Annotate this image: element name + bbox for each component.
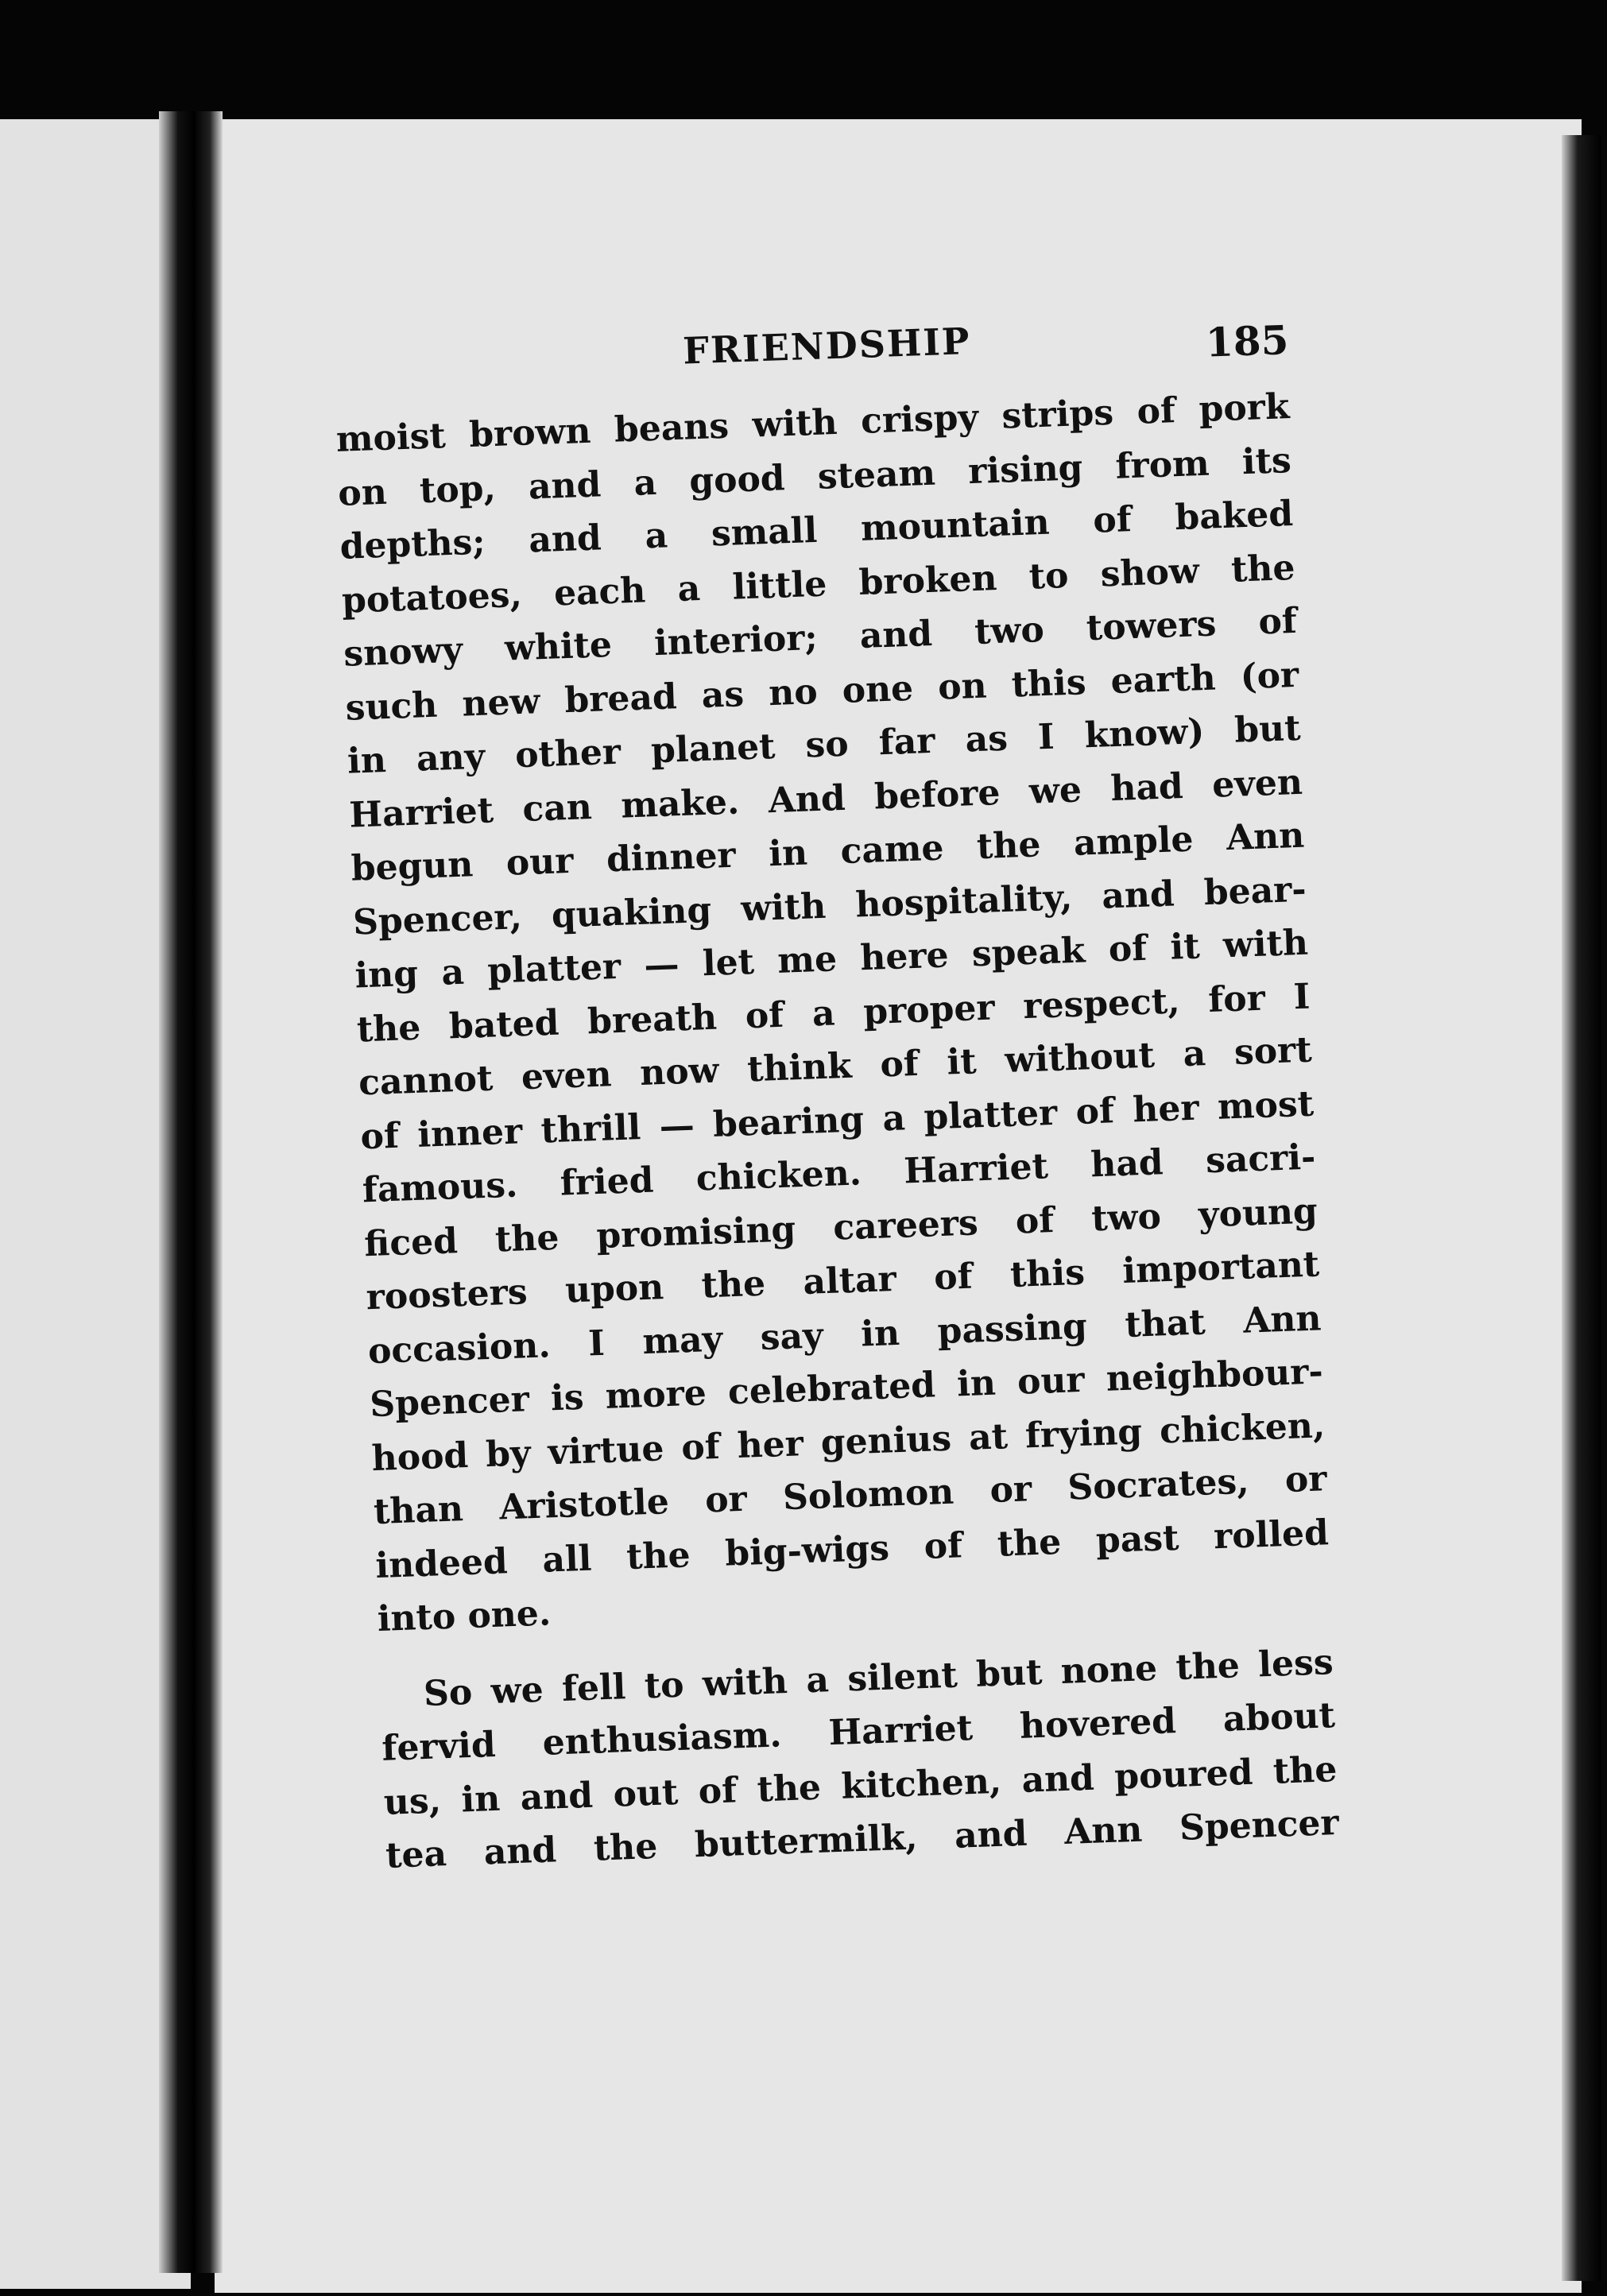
text-line: into one.	[376, 1593, 552, 1640]
paragraph-1	[335, 380, 1331, 1646]
text-line: Spencer is more celebrated in our neighbour-	[369, 1351, 1324, 1426]
page-number: 185	[1205, 316, 1290, 366]
text-line: indeed all the big-wigs of the past rolled	[374, 1512, 1330, 1586]
text-line: So we fell to with a silent but none the less	[423, 1641, 1334, 1714]
text-line: us, in and out of the kitchen, and poured the	[382, 1748, 1338, 1823]
text-line: occasion. I may say in passing that Ann	[367, 1297, 1322, 1372]
text-line: such new bread as no one on this earth (or	[344, 654, 1299, 729]
page-right-edge	[1562, 135, 1601, 2281]
text-line: the bated breath of a proper respect, for I	[356, 976, 1311, 1050]
text-line: snowy white interior; and two towers of	[343, 600, 1298, 675]
text-line: fervid enthusiasm. Harriet hovered about	[381, 1695, 1336, 1769]
text-line: ing a platter — let me here speak of it with	[354, 922, 1309, 997]
paragraph-2	[379, 1636, 1340, 1884]
book-spine-shadow	[159, 111, 223, 2273]
text-line: begun our dinner in came the ample Ann	[350, 815, 1306, 889]
text-line: roosters upon the altar of this important	[365, 1244, 1320, 1318]
text-line: of inner thrill — bearing a platter of her most	[359, 1083, 1315, 1157]
text-line: Spencer, quaking with hospitality, and bear-	[352, 869, 1307, 943]
text-line: tea and the buttermilk, and Ann Spencer	[385, 1802, 1340, 1876]
text-line: hood by virtue of her genius at frying chicken,	[370, 1404, 1326, 1479]
running-head: FRIENDSHIP	[682, 319, 972, 373]
text-line: in any other planet so far as I know) but	[347, 707, 1302, 782]
text-line: cannot even now think of it without a sort	[358, 1029, 1313, 1104]
text-line: ficed the promising careers of two young	[363, 1190, 1319, 1264]
text-line: Harriet can make. And before we had even	[348, 761, 1303, 836]
text-line: than Aristotle or Solomon or Socrates, or	[373, 1458, 1328, 1533]
text-line: on top, and a good steam rising from its	[337, 439, 1292, 514]
page-text-block	[332, 292, 1340, 1883]
text-line: potatoes, each a little broken to show the	[341, 547, 1296, 621]
text-line: depths; and a small mountain of baked	[339, 493, 1294, 567]
text-line: moist brown beans with crispy strips of pork	[335, 386, 1291, 460]
text-line: famous. fried chicken. Harriet had sacri-	[362, 1136, 1317, 1211]
